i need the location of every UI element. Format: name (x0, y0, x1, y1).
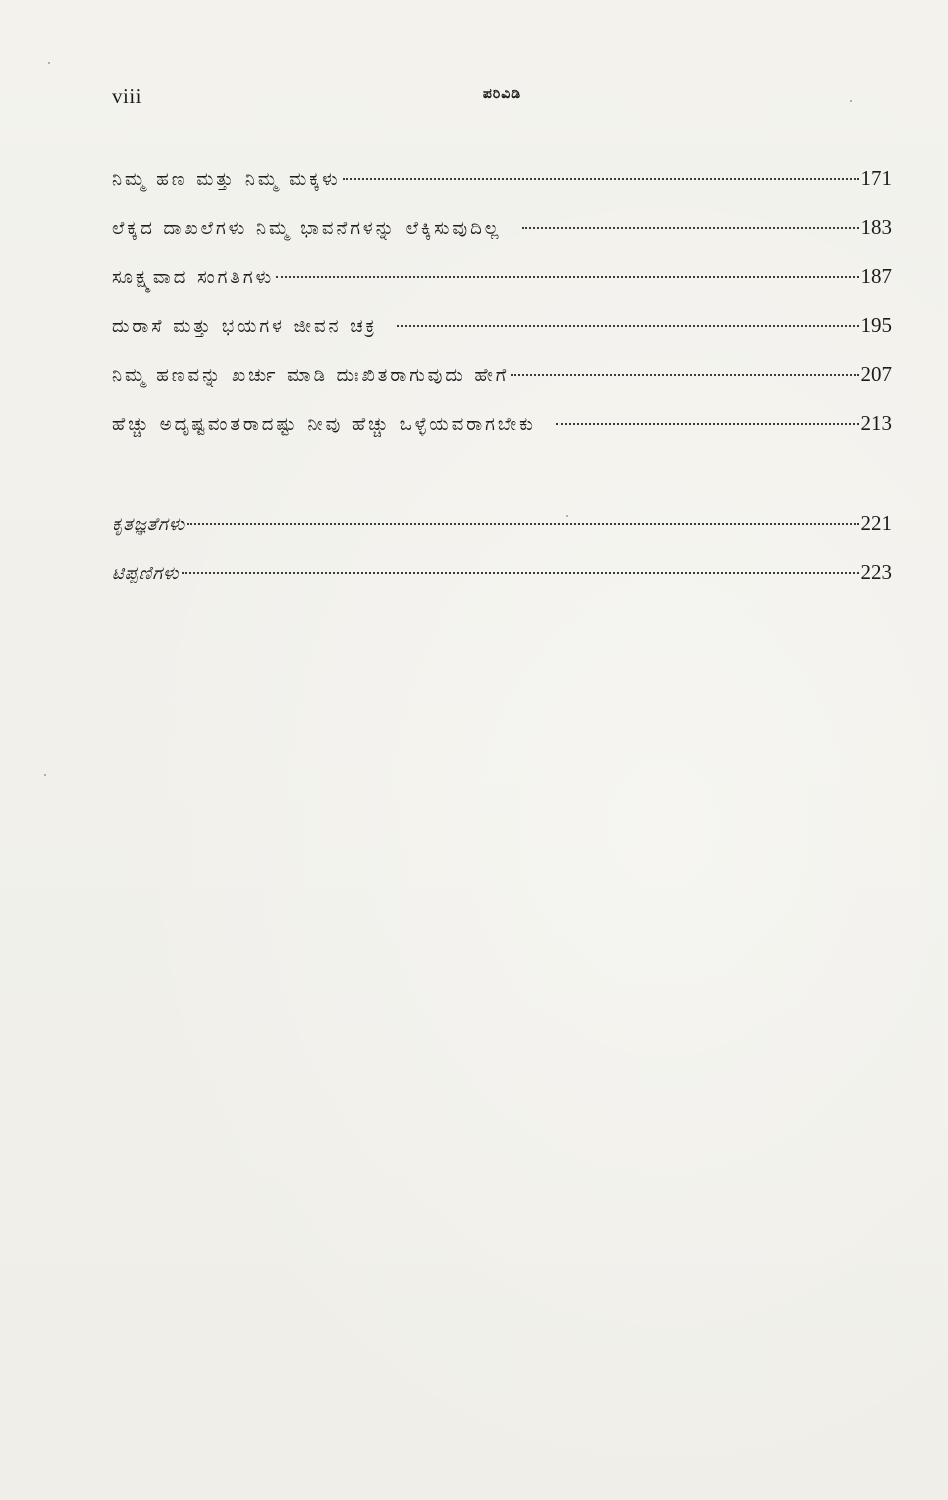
toc-entry-page: 221 (860, 511, 892, 535)
toc-entry (112, 511, 892, 545)
toc-entry (112, 215, 892, 249)
running-head (112, 84, 892, 114)
toc-entry-page: 195 (860, 313, 892, 337)
dot-leader (556, 422, 859, 425)
paper-speck (44, 774, 46, 776)
toc-entry (112, 362, 892, 396)
toc-entry-title: ಟಿಪ್ಪಣಿಗಳು (112, 563, 180, 584)
dot-leader (187, 522, 858, 525)
toc-entry-title: ಕೃತಜ್ಞತೆಗಳು (112, 514, 186, 535)
toc-entry-title: ಲೆಕ್ಕದ ದಾಖಲೆಗಳು ನಿಮ್ಮ ಭಾವನೆಗಳನ್ನು ಲೆಕ್ಕಿಸುವುದಿಲ್ಲ (112, 218, 502, 239)
toc-entry-title: ದುರಾಸೆ ಮತ್ತು ಭಯಗಳ ಜೀವನ ಚಕ್ರ (112, 316, 378, 337)
toc-entry-page: 187 (860, 264, 892, 288)
dot-leader (276, 275, 858, 278)
toc-entry-page: 207 (860, 362, 892, 386)
paper-speck (850, 100, 852, 102)
toc-entry (112, 411, 892, 445)
toc-entry (112, 166, 892, 200)
dot-leader (343, 177, 859, 180)
toc-entry (112, 560, 892, 594)
dot-leader (511, 373, 858, 376)
page-number: viii (112, 84, 143, 108)
toc-entry (112, 313, 892, 347)
paper-speck (48, 62, 50, 64)
toc-entry-page: 183 (860, 215, 892, 239)
toc-entry-page: 171 (860, 166, 892, 190)
toc-entry (112, 264, 892, 298)
toc-entry-page: 213 (860, 411, 892, 435)
dot-leader (397, 324, 858, 327)
toc-entry-title: ಸೂಕ್ಷ್ಮವಾದ ಸಂಗತಿಗಳು (112, 267, 275, 288)
toc-entry-title: ಹೆಚ್ಚು ಅದೃಷ್ಟವಂತರಾದಷ್ಟು ನೀವು ಹೆಚ್ಚು ಒಳ್ಳೆಯವರಾಗಬೇಕು (112, 414, 536, 435)
dot-leader (522, 226, 859, 229)
dot-leader (182, 571, 859, 574)
section-title: ಪರಿವಿಡಿ (482, 86, 522, 102)
toc-entry-page: 223 (860, 560, 892, 584)
toc-entry-title: ನಿಮ್ಮ ಹಣ ಮತ್ತು ನಿಮ್ಮ ಮಕ್ಕಳು (112, 169, 341, 190)
paper-speck (566, 515, 568, 517)
toc-entry-title: ನಿಮ್ಮ ಹಣವನ್ನು ಖರ್ಚು ಮಾಡಿ ದುಃಖಿತರಾಗುವುದು ಹೇಗೆ (112, 365, 510, 386)
